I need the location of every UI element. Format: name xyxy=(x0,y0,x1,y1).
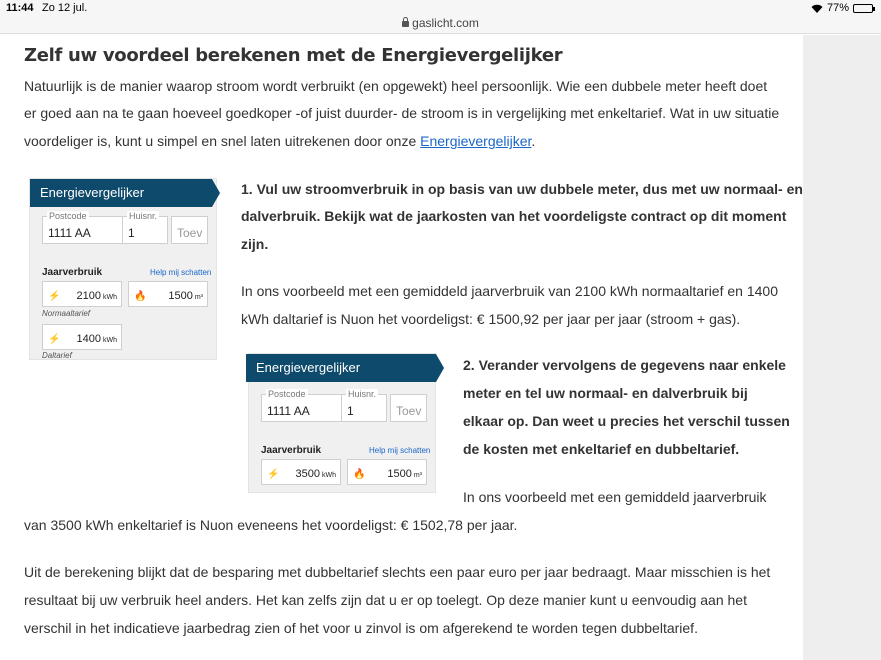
gas-amount xyxy=(387,468,422,480)
postcode-value: 1111 AA xyxy=(267,404,310,418)
normaal-input[interactable] xyxy=(42,281,122,307)
article-title: Zelf uw voordeel berekenen met de Energievergelijker xyxy=(24,45,563,66)
enkel-input[interactable] xyxy=(261,459,341,485)
intro-text: voordeliger is, kunt u simpel en snel laten uitrekenen door onze xyxy=(24,133,421,149)
gas-input[interactable] xyxy=(128,281,208,307)
address-bar[interactable] xyxy=(0,16,881,34)
normaal-unit: kWh xyxy=(103,294,117,301)
step2-line-1: 2. Verander vervolgens de gegevens naar enkele xyxy=(463,357,786,373)
clock: 11:44 xyxy=(6,2,34,14)
intro-line-3 xyxy=(24,127,535,155)
daltarief-label: Daltarief xyxy=(42,351,72,360)
normaaltarief-label: Normaaltarief xyxy=(42,309,91,318)
lightning-icon: ⚡ xyxy=(48,334,61,345)
huisnr-label: Huisnr. xyxy=(348,389,377,399)
normaal-amount xyxy=(77,290,117,302)
energievergelijker-widget-2 xyxy=(248,353,436,493)
dal-input[interactable] xyxy=(42,324,122,350)
jaarverbruik-label: Jaarverbruik xyxy=(261,445,322,456)
enkel-value: 3500 xyxy=(295,468,320,480)
intro-line-2: er goed aan na te gaan hoeveel goedkoper -of juist duurder- de stroom is in vergelijking met enkeltarief. Wat in uw situatie xyxy=(24,105,780,121)
gas-value: 1500 xyxy=(387,468,412,480)
energievergelijker-widget-1 xyxy=(29,178,217,360)
article xyxy=(0,35,803,660)
help-schatten-link[interactable]: Help mij schatten xyxy=(150,268,212,277)
help-schatten-link[interactable]: Help mij schatten xyxy=(369,446,431,455)
gas-unit: m³ xyxy=(194,294,203,301)
postcode-value: 1111 AA xyxy=(48,226,91,240)
widget-header: Energievergelijker xyxy=(30,179,212,207)
example2-line-2: van 3500 kWh enkeltarief is Nuon eveneens het voordeligst: € 1502,78 per jaar. xyxy=(24,517,518,533)
huisnr-label: Huisnr. xyxy=(129,211,158,221)
intro-line-1: Natuurlijk is de manier waarop stroom wordt verbruikt (en opgewekt) heel persoonlijk. Wie een dubbele meter heeft doet xyxy=(24,78,768,94)
date: Zo 12 jul. xyxy=(42,2,88,14)
lightning-icon: ⚡ xyxy=(48,291,61,302)
huisnr-input[interactable] xyxy=(122,211,168,244)
huisnr-value: 1 xyxy=(347,404,354,418)
energievergelijker-link[interactable]: Energievergelijker xyxy=(420,133,532,149)
step1-line-1: 1. Vul uw stroomverbruik in op basis van uw dubbele meter, dus met uw normaal- en xyxy=(241,181,803,197)
toevoeging-placeholder: Toev xyxy=(177,226,203,240)
lightning-icon: ⚡ xyxy=(267,469,280,480)
intro-end: . xyxy=(531,133,536,149)
enkel-amount xyxy=(296,468,336,480)
jaarverbruik-label: Jaarverbruik xyxy=(42,267,103,278)
normaal-value: 2100 xyxy=(76,290,101,302)
lock-icon xyxy=(402,21,409,27)
url-text: gaslicht.com xyxy=(412,16,479,30)
step2-line-3: elkaar op. Dan weet u precies het verschil tussen xyxy=(463,413,790,429)
step1-line-3: zijn. xyxy=(241,236,269,252)
gas-input[interactable] xyxy=(347,459,427,485)
dal-unit: kWh xyxy=(103,337,117,344)
dal-amount xyxy=(77,333,117,345)
ios-status-bar xyxy=(0,0,881,16)
page-right-gutter xyxy=(803,35,881,660)
example1-line-2: kWh daltarief is Nuon het voordeligst: € 1500,92 per jaar per jaar (stroom + gas). xyxy=(241,311,741,327)
postcode-label: Postcode xyxy=(268,389,306,399)
step2-line-2: meter en tel uw normaal- en dalverbruik bij xyxy=(463,385,748,401)
example1-line-1: In ons voorbeeld met een gemiddeld jaarverbruik van 2100 kWh normaaltarief en 1400 xyxy=(241,283,778,299)
conclusion-line-2: resultaat bij uw verbruik heel anders. Het kan zelfs zijn dat u er op toelegt. Op deze manier kunt u eenvoudig aan het xyxy=(24,592,747,608)
step1-line-2: dalverbruik. Bekijk wat de jaarkosten van het voordeligste contract op dit moment xyxy=(241,208,787,224)
enkel-unit: kWh xyxy=(322,472,336,479)
conclusion-line-3: verschil in het indicatieve jaarbedrag zien of het voor u zinvol is om afgerekend te worden tegen dubbeltarief. xyxy=(24,620,698,636)
flame-icon: 🔥 xyxy=(353,469,366,480)
widget-header: Energievergelijker xyxy=(246,354,436,382)
huisnr-value: 1 xyxy=(128,226,135,240)
step2-line-4: de kosten met enkeltarief en dubbeltarief. xyxy=(463,441,740,457)
dal-value: 1400 xyxy=(76,333,101,345)
postcode-label: Postcode xyxy=(49,211,87,221)
gas-unit: m³ xyxy=(413,472,422,479)
wifi-icon xyxy=(811,4,823,13)
flame-icon: 🔥 xyxy=(134,291,147,302)
toevoeging-placeholder: Toev xyxy=(396,404,422,418)
toevoeging-input[interactable] xyxy=(390,394,427,422)
toevoeging-input[interactable] xyxy=(171,216,208,244)
battery-percentage: 77% xyxy=(826,2,849,14)
gas-value: 1500 xyxy=(168,290,193,302)
conclusion-line-1: Uit de berekening blijkt dat de besparing met dubbeltarief slechts een paar euro per jaar bedraagt. Maar misschien is het xyxy=(24,564,771,580)
battery-icon xyxy=(853,4,873,13)
huisnr-input[interactable] xyxy=(341,389,387,422)
gas-amount xyxy=(168,290,203,302)
example2-line-1: In ons voorbeeld met een gemiddeld jaarverbruik xyxy=(463,489,767,505)
